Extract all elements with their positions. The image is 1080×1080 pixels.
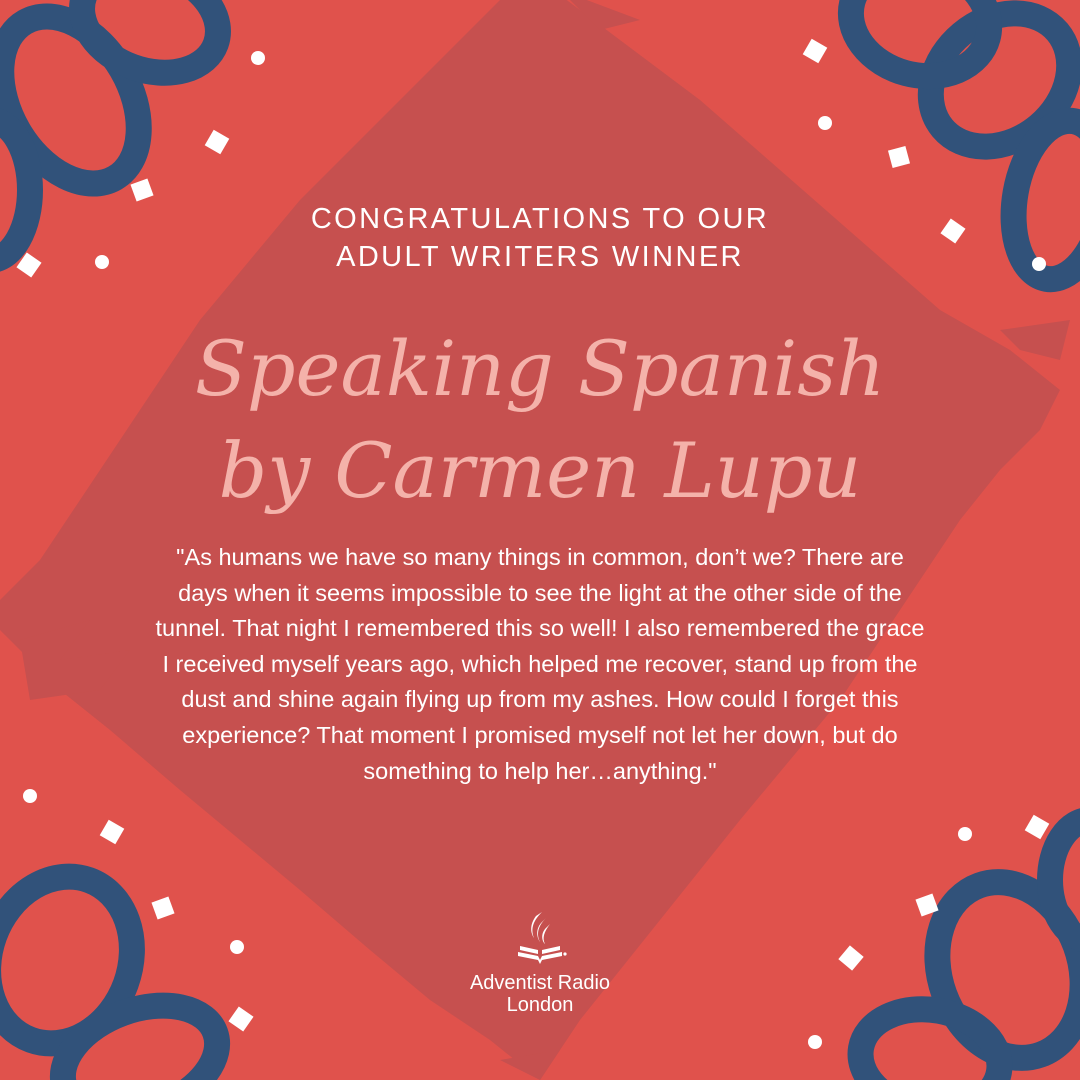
headline	[0, 200, 1080, 276]
adventist-flame-book-icon	[508, 910, 572, 966]
headline-line-2: ADULT WRITERS WINNER	[336, 241, 744, 273]
story-title-line-2: by Carmen Lupu	[218, 426, 862, 515]
logo-name	[440, 972, 640, 1016]
story-title-line-1: Speaking Spanish	[194, 324, 886, 413]
headline-line-1: CONGRATULATIONS TO OUR	[310, 203, 770, 235]
logo-name-line-2: London	[506, 994, 574, 1016]
adventist-radio-london-logo	[440, 910, 640, 1016]
story-quote: "As humans we have so many things in common, don’t we? There are days when it seems impossible to see the light at the other side of the tunnel. That night I remembered this so well! I also remembered the grace I received myself years ago, which helped me recover, stand up from the dust and shine again flying up from my ashes. How could I forget this experience? That moment I promised myself not let her down, but do something to help her…anything."	[155, 544, 925, 784]
story-title	[0, 318, 1080, 522]
logo-name-line-1: Adventist Radio	[469, 972, 611, 994]
